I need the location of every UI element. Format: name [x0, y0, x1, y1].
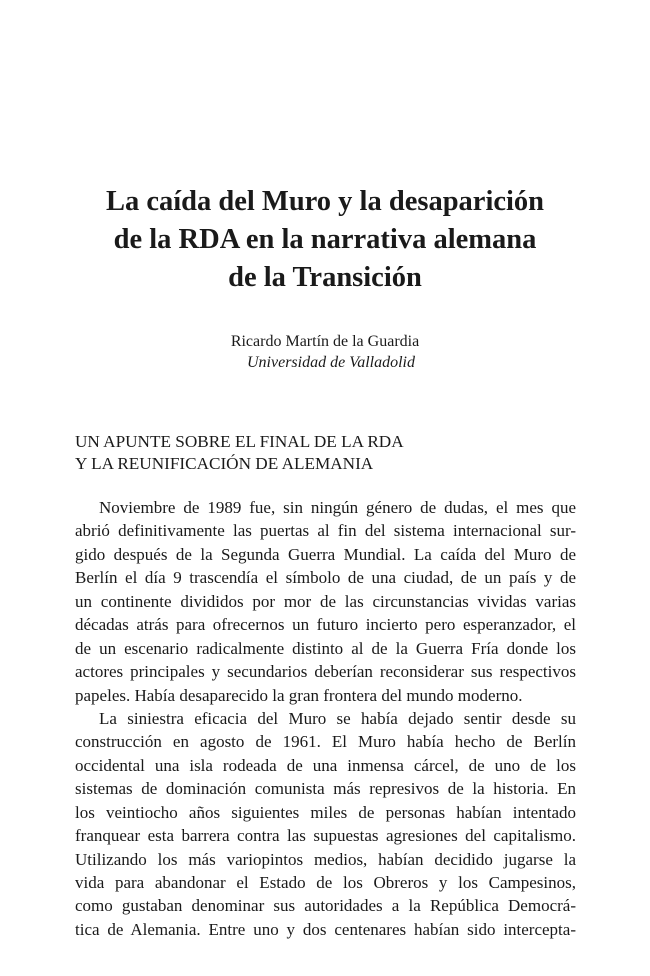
article-title [40, 183, 610, 297]
text-line: Berlín el día 9 trascendía el símbolo de una ciudad, de un país y de [75, 568, 576, 588]
section-heading-line: Y LA REUNIFICACIÓN DE ALEMANIA [75, 454, 374, 473]
author-affiliation: Universidad de Valladolid [247, 354, 415, 371]
text-line: vida para abandonar el Estado de los Obreros y los Campesinos, [75, 873, 576, 892]
text-line: occidental una isla rodeada de una inmensa cárcel, de uno de los [75, 755, 576, 775]
body-text [75, 496, 576, 941]
section-heading [75, 431, 575, 475]
text-line: Utilizando los más variopintos medios, habían decidido jugarse la [75, 849, 576, 869]
text-line: franquear esta barrera contra las supuestas agresiones del capitalismo. [75, 826, 576, 846]
text-line: gido después de la Segunda Guerra Mundial. La caída del Muro de [75, 544, 576, 564]
paragraph-1 [75, 496, 576, 707]
text-line: abrió definitivamente las puertas al fin del sistema internacional sur- [75, 521, 576, 541]
author-block [40, 331, 610, 373]
author-name: Ricardo Martín de la Guardia [230, 333, 420, 350]
text-line: tica de Alemania. Entre uno y dos centenares habían sido intercepta- [75, 919, 576, 939]
text-line: como gustaban denominar sus autoridades a la República Democrá- [75, 896, 576, 916]
text-line: de un escenario radicalmente distinto al de la Guerra Fría donde los [75, 638, 576, 658]
text-line: décadas atrás para ofrecernos un futuro incierto pero esperanzador, el [75, 615, 576, 635]
title-line: de la RDA en la narrativa alemana [113, 224, 537, 255]
text-line: actores principales y secundarios deberían reconsiderar sus respectivos [75, 662, 576, 682]
paragraph-2 [75, 707, 576, 941]
text-line: un continente divididos por mor de las circunstancias vividas varias [75, 591, 576, 611]
title-line: de la Transición [228, 262, 422, 293]
text-line: sistemas de dominación comunista más represivos de la historia. En [75, 779, 576, 799]
text-line: construcción en agosto de 1961. El Muro había hecho de Berlín [75, 732, 576, 752]
text-line: La siniestra eficacia del Muro se había dejado sentir desde su [99, 708, 576, 728]
text-line: papeles. Había desaparecido la gran frontera del mundo moderno. [75, 685, 523, 705]
section-heading-line: UN APUNTE SOBRE EL FINAL DE LA RDA [75, 432, 404, 451]
text-line: Noviembre de 1989 fue, sin ningún género de dudas, el mes que [99, 498, 576, 517]
title-line: La caída del Muro y la desaparición [105, 186, 545, 217]
text-line: los veintiocho años siguientes miles de personas habían intentado [75, 802, 576, 822]
